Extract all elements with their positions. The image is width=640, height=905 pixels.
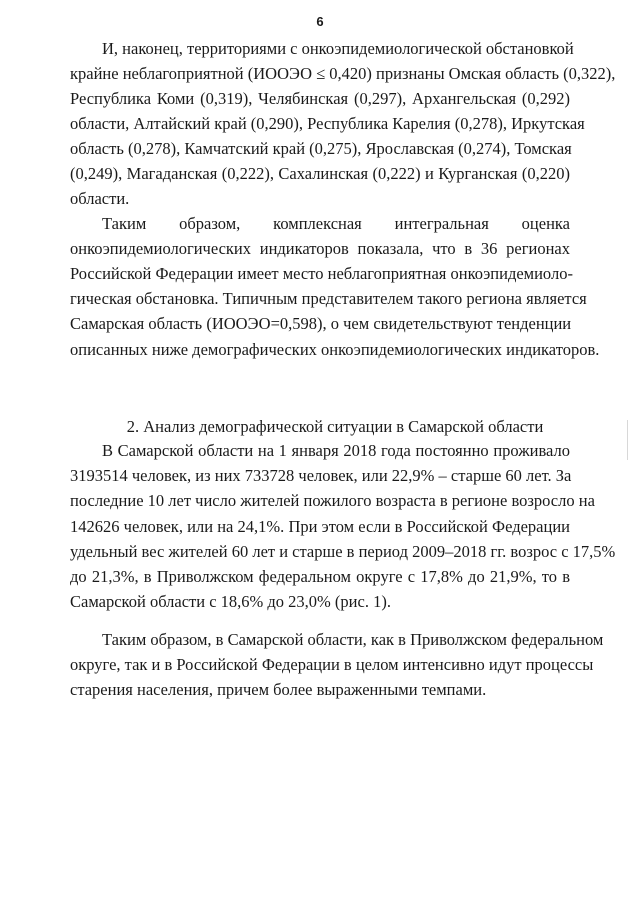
scan-artifact	[627, 420, 628, 460]
text-line: старения населения, причем более выраженными темпами.	[70, 680, 487, 699]
text-line: В Самарской области на 1 января 2018 года постоянно проживало	[102, 441, 570, 460]
text-line: последние 10 лет число жителей пожилого возраста в регионе возросло на	[70, 491, 595, 510]
text-line: 3193514 человек, из них 733728 человек, или 22,9% – старше 60 лет. За	[70, 466, 572, 485]
text-line: до 21,3%, в Приволжском федеральном округе с 17,8% до 21,9%, то в	[70, 567, 570, 586]
text-line: 142626 человек, или на 24,1%. При этом если в Российской Федерации	[70, 517, 570, 536]
text-line: Таким образом, в Самарской области, как в Приволжском федеральном	[102, 630, 604, 649]
text-line: Российской Федерации имеет место неблагоприятная онкоэпидемиоло-	[70, 264, 573, 283]
text-line: онкоэпидемиологических индикаторов показала, что в 36 регионах	[70, 239, 570, 258]
text-line: крайне неблагоприятной (ИООЭО ≤ 0,420) признаны Омская область (0,322),	[70, 64, 616, 83]
section-heading: 2. Анализ демографической ситуации в Самарской области	[126, 417, 544, 436]
text-line: Самарская область (ИООЭО=0,598), о чем свидетельствуют тенденции	[70, 314, 572, 333]
text-line: Самарской области с 18,6% до 23,0% (рис. 1).	[70, 592, 391, 611]
text-line: область (0,278), Камчатский край (0,275), Ярославская (0,274), Томская	[70, 139, 572, 158]
text-line: удельный вес жителей 60 лет и старше в период 2009–2018 гг. возрос с 17,5%	[70, 542, 616, 561]
text-line: описанных ниже демографических онкоэпидемиологических индикаторов.	[70, 340, 600, 359]
page-number: 6	[316, 14, 324, 29]
text-line: округе, так и в Российской Федерации в целом интенсивно идут процессы	[70, 655, 594, 674]
text-line: гическая обстановка. Типичным представителем такого региона является	[70, 289, 587, 308]
text-line: И, наконец, территориями с онкоэпидемиологической обстановкой	[102, 39, 574, 58]
text-line: области.	[70, 189, 130, 208]
text-line: Республика Коми (0,319), Челябинская (0,297), Архангельская (0,292)	[70, 89, 570, 108]
text-line: области, Алтайский край (0,290), Республика Карелия (0,278), Иркутская	[70, 114, 585, 133]
text-line: Таким образом, комплексная интегральная оценка	[102, 214, 570, 233]
text-line: (0,249), Магаданская (0,222), Сахалинская (0,222) и Курганская (0,220)	[70, 164, 570, 183]
